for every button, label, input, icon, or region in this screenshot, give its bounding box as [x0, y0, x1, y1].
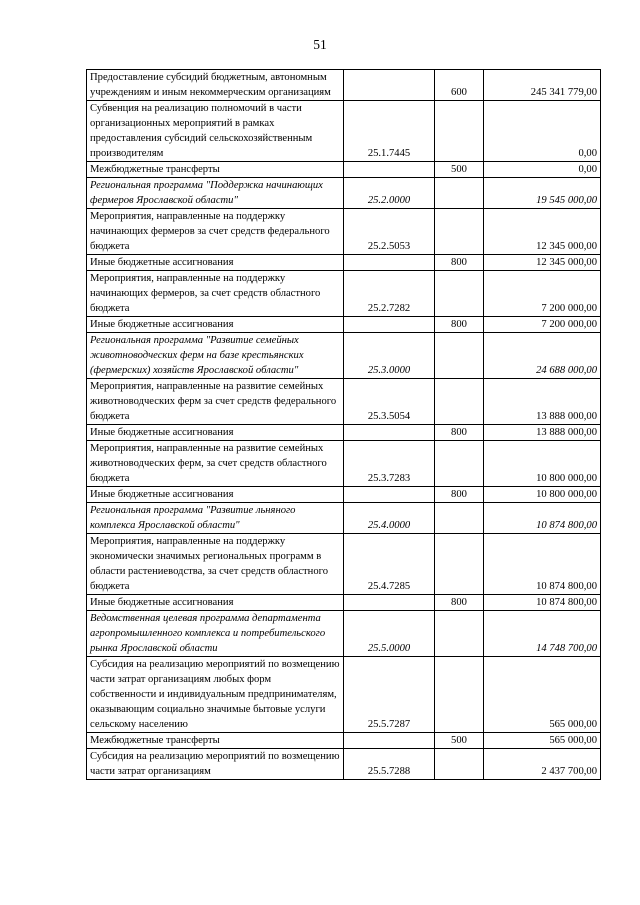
row-expense-type-cell — [435, 101, 484, 162]
row-expense-type-cell: 800 — [435, 317, 484, 333]
row-name-cell: Мероприятия, направленные на поддержку начинающих фермеров, за счет средств областного бюджета — [87, 271, 344, 317]
table-row — [87, 379, 601, 425]
row-sum-cell: 13 888 000,00 — [484, 379, 601, 425]
row-code-cell — [344, 70, 435, 101]
row-name-cell: Мероприятия, направленные на развитие семейных животноводческих ферм за счет средств федерального бюджета — [87, 379, 344, 425]
row-sum-cell: 7 200 000,00 — [484, 271, 601, 317]
row-sum-cell: 14 748 700,00 — [484, 611, 601, 657]
program-row — [87, 333, 601, 379]
row-name-cell: Субсидия на реализацию мероприятий по возмещению части затрат организациям любых форм собственности и индивидуальным предпринимателям, оказывающим социально значимые бытовые услуги сельскому населению — [87, 657, 344, 733]
program-row — [87, 611, 601, 657]
row-expense-type-cell: 800 — [435, 595, 484, 611]
row-code-cell: 25.3.5054 — [344, 379, 435, 425]
row-sum-cell: 2 437 700,00 — [484, 749, 601, 780]
row-sum-cell: 0,00 — [484, 162, 601, 178]
table-row — [87, 425, 601, 441]
row-code-cell — [344, 162, 435, 178]
table-row — [87, 534, 601, 595]
row-name-cell: Региональная программа "Поддержка начинающих фермеров Ярославской области" — [87, 178, 344, 209]
row-name-cell: Предоставление субсидий бюджетным, автономным учреждениям и иным некоммерческим организациям — [87, 70, 344, 101]
row-sum-cell: 24 688 000,00 — [484, 333, 601, 379]
table-row — [87, 749, 601, 780]
budget-table — [86, 69, 601, 780]
row-expense-type-cell — [435, 503, 484, 534]
table-row — [87, 441, 601, 487]
row-sum-cell: 0,00 — [484, 101, 601, 162]
row-expense-type-cell: 800 — [435, 425, 484, 441]
program-row — [87, 503, 601, 534]
table-row — [87, 209, 601, 255]
row-expense-type-cell: 500 — [435, 162, 484, 178]
table-row — [87, 317, 601, 333]
row-sum-cell: 565 000,00 — [484, 657, 601, 733]
row-sum-cell: 7 200 000,00 — [484, 317, 601, 333]
row-sum-cell: 10 874 800,00 — [484, 595, 601, 611]
row-code-cell: 25.3.0000 — [344, 333, 435, 379]
table-row — [87, 595, 601, 611]
row-code-cell — [344, 487, 435, 503]
row-sum-cell: 565 000,00 — [484, 733, 601, 749]
row-code-cell: 25.5.0000 — [344, 611, 435, 657]
row-code-cell — [344, 595, 435, 611]
row-sum-cell: 10 874 800,00 — [484, 534, 601, 595]
row-expense-type-cell — [435, 333, 484, 379]
table-row — [87, 271, 601, 317]
row-code-cell — [344, 733, 435, 749]
row-sum-cell: 12 345 000,00 — [484, 255, 601, 271]
row-name-cell: Региональная программа "Развитие льняного комплекса Ярославской области" — [87, 503, 344, 534]
row-code-cell — [344, 317, 435, 333]
row-expense-type-cell — [435, 611, 484, 657]
row-expense-type-cell: 800 — [435, 255, 484, 271]
row-code-cell: 25.2.7282 — [344, 271, 435, 317]
table-row — [87, 657, 601, 733]
row-expense-type-cell — [435, 209, 484, 255]
row-name-cell: Субвенция на реализацию полномочий в части организационных мероприятий в рамках предоставления субсидий сельскохозяйственным производителям — [87, 101, 344, 162]
row-code-cell: 25.2.5053 — [344, 209, 435, 255]
row-name-cell: Иные бюджетные ассигнования — [87, 595, 344, 611]
row-name-cell: Межбюджетные трансферты — [87, 162, 344, 178]
row-expense-type-cell: 600 — [435, 70, 484, 101]
row-name-cell: Мероприятия, направленные на поддержку экономически значимых региональных программ в области растениеводства, за счет средств областного бюджета — [87, 534, 344, 595]
row-sum-cell: 19 545 000,00 — [484, 178, 601, 209]
row-sum-cell: 245 341 779,00 — [484, 70, 601, 101]
row-name-cell: Иные бюджетные ассигнования — [87, 317, 344, 333]
row-code-cell: 25.4.7285 — [344, 534, 435, 595]
row-sum-cell: 13 888 000,00 — [484, 425, 601, 441]
row-code-cell — [344, 425, 435, 441]
row-expense-type-cell: 500 — [435, 733, 484, 749]
program-row — [87, 178, 601, 209]
row-sum-cell: 10 800 000,00 — [484, 487, 601, 503]
page-number: 51 — [313, 37, 327, 52]
row-expense-type-cell — [435, 271, 484, 317]
row-code-cell: 25.2.0000 — [344, 178, 435, 209]
table-row — [87, 255, 601, 271]
row-expense-type-cell — [435, 749, 484, 780]
row-expense-type-cell — [435, 441, 484, 487]
table-row — [87, 733, 601, 749]
row-name-cell: Субсидия на реализацию мероприятий по возмещению части затрат организациям — [87, 749, 344, 780]
row-sum-cell: 10 874 800,00 — [484, 503, 601, 534]
row-name-cell: Иные бюджетные ассигнования — [87, 425, 344, 441]
row-name-cell: Мероприятия, направленные на поддержку начинающих фермеров за счет средств федерального бюджета — [87, 209, 344, 255]
row-code-cell: 25.5.7287 — [344, 657, 435, 733]
table-row — [87, 70, 601, 101]
row-sum-cell: 12 345 000,00 — [484, 209, 601, 255]
table-row — [87, 101, 601, 162]
row-expense-type-cell — [435, 379, 484, 425]
row-name-cell: Региональная программа "Развитие семейных животноводческих ферм на базе крестьянских (фермерских) хозяйств Ярославской области" — [87, 333, 344, 379]
budget-table-body — [87, 70, 601, 780]
table-row — [87, 162, 601, 178]
row-code-cell — [344, 255, 435, 271]
row-name-cell: Иные бюджетные ассигнования — [87, 487, 344, 503]
row-sum-cell: 10 800 000,00 — [484, 441, 601, 487]
row-code-cell: 25.4.0000 — [344, 503, 435, 534]
row-code-cell: 25.1.7445 — [344, 101, 435, 162]
row-code-cell: 25.3.7283 — [344, 441, 435, 487]
row-code-cell: 25.5.7288 — [344, 749, 435, 780]
row-name-cell: Мероприятия, направленные на развитие семейных животноводческих ферм, за счет средств областного бюджета — [87, 441, 344, 487]
row-expense-type-cell — [435, 178, 484, 209]
table-row — [87, 487, 601, 503]
row-expense-type-cell: 800 — [435, 487, 484, 503]
row-expense-type-cell — [435, 534, 484, 595]
row-name-cell: Ведомственная целевая программа департамента агропромышленного комплекса и потребительского рынка Ярославской области — [87, 611, 344, 657]
row-expense-type-cell — [435, 657, 484, 733]
row-name-cell: Иные бюджетные ассигнования — [87, 255, 344, 271]
row-name-cell: Межбюджетные трансферты — [87, 733, 344, 749]
